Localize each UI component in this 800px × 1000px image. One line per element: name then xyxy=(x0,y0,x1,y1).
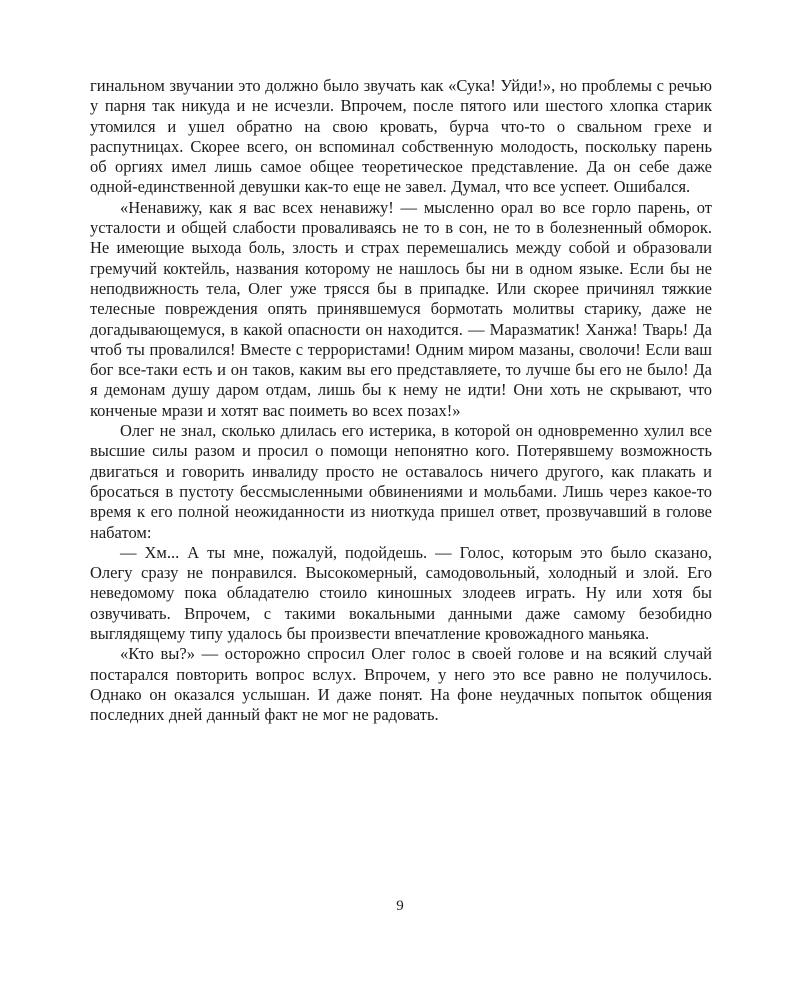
paragraph: Олег не знал, сколько длилась его истерика, в которой он одновременно хулил все высшие силы разом и просил о помощи непонятно кого. Потерявшему возможность двигаться и говорить инвалиду просто не оставалось ничего другого, как плакать и бросаться в пустоту бессмысленными обвинениями и мольбами. Лишь через какое-то время к его полной неожиданности из ниоткуда пришел ответ, прозвучавший в голове набатом: xyxy=(90,421,712,542)
paragraph-continuation: гинальном звучании это должно было звучать как «Сука! Уйди!», но проблемы с речью у парня так никуда и не исчезли. Впрочем, после пятого или шестого хлопка старик утомился и ушел обратно на свою кровать, бурча что-то о свальном грехе и распутницах. Скорее всего, он вспоминал собственную молодость, поскольку парень об оргиях имел лишь самое общее теоретическое представление. Да он себе даже одной-единственной девушки как-то еще не завел. Думал, что все успеет. Ошибался. xyxy=(90,76,712,197)
paragraph: «Кто вы?» — осторожно спросил Олег голос в своей голове и на всякий случай постарался повторить вопрос вслух. Впрочем, у него это все равно не получилось. Однако он оказался услышан. И даже понят. На фоне неудачных попыток общения последних дней данный факт не мог не радовать. xyxy=(90,644,712,725)
paragraph: «Ненавижу, как я вас всех ненавижу! — мысленно орал во все горло парень, от усталости и общей слабости проваливаясь не то в сон, не то в болезненный обморок. Не имеющие выхода боль, злость и страх перемешались между собой и образовали гремучий коктейль, названия которому не нашлось бы ни в одном языке. Если бы не неподвижность тела, Олег уже трясся бы в припадке. Или скорее причинял тяжкие телесные повреждения опять принявшемуся бормотать молитвы старику, даже не догадывающемуся, в какой опасности он находится. — Маразматик! Ханжа! Тварь! Да чтоб ты провалился! Вместе с террористами! Одним миром мазаны, сволочи! Если ваш бог все-таки есть и он таков, каким вы его представляете, то лучше бы его не было! Да я демонам душу даром отдам, лишь бы к нему не идти! Они хоть не скрывают, что конченые мрази и хотят вас поиметь во всех позах!» xyxy=(90,197,712,420)
page-number: 9 xyxy=(396,898,404,914)
paragraph: — Хм... А ты мне, пожалуй, подойдешь. — Голос, которым это было сказано, Олегу сразу не понравился. Высокомерный, самодовольный, холодный и злой. Его неведомому пока обладателю стоило киношных злодеев играть. Ну или хотя бы озвучивать. Впрочем, с такими вокальными данными даже самому безобидно выглядящему типу удалось бы произвести впечатление кровожадного маньяка. xyxy=(90,542,712,644)
page-text xyxy=(90,76,712,726)
